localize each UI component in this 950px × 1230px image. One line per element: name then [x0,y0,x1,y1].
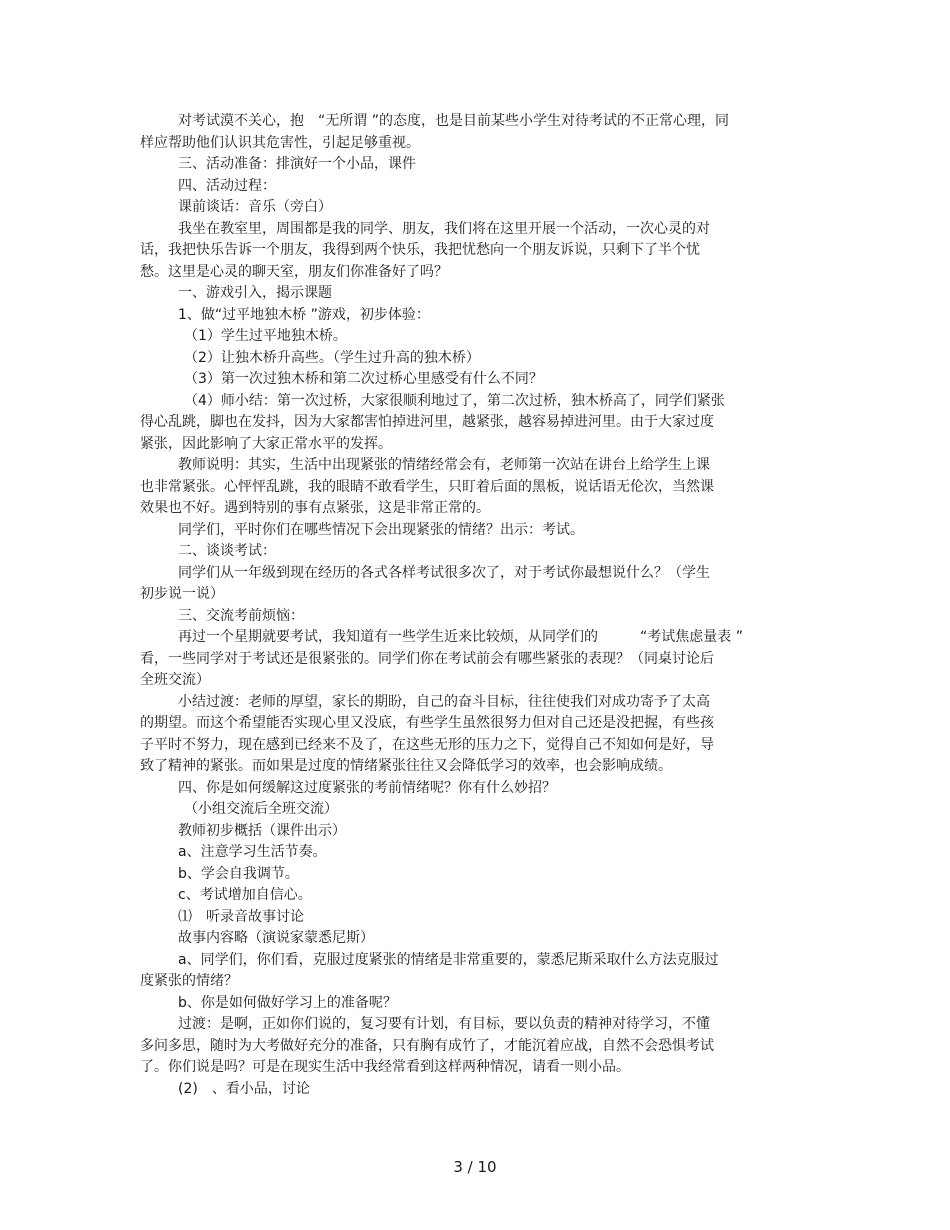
paragraph-line: 全班交流） [140,672,210,688]
paragraph-line: 多问多思，随时为大考做好充分的准备，只有胸有成竹了，才能沉着应战，自然不会恐惧考试 [140,1037,714,1054]
paragraph-line: 课前谈话：音乐（旁白） [178,199,332,215]
list-item: a、注意学习生活节奏。 [178,844,327,860]
list-item: b、你是如何做好学习上的准备呢？ [178,994,397,1011]
list-item: （1）学生过平地独木桥。 [184,328,347,344]
paragraph-line: 同学们，平时你们在哪些情况下会出现紧张的情绪？出示：考试。 [178,521,584,538]
paragraph-line: 过渡：是啊，正如你们说的，复习要有计划，有目标，要以负责的精神对待学习，不懂 [178,1016,710,1032]
section-heading: 二、谈谈考试： [178,543,276,559]
list-item: （3）第一次过独木桥和第二次过桥心里感受有什么不同？ [184,371,543,387]
paragraph-line: 我坐在教室里，周围都是我的同学、朋友，我们将在这里开展一个活动，一次心灵的对 [178,220,710,237]
list-item: （2）让独木桥升高些。（学生过升高的独木桥） [184,349,480,366]
list-item: a、同学们，你们看，克服过度紧张的情绪是非常重要的，蒙悉尼斯采取什么方法克服过 [178,951,719,968]
paragraph-line: 样应帮助他们认识其危害性，引起足够重视。 [140,134,420,151]
list-item: (2) 、看小品，讨论 [178,1080,310,1097]
list-item: （4）师小结：第一次过桥，大家很顺利地过了，第二次过桥，独木桥高了，同学们紧张 [184,392,725,409]
paragraph-line: 也非常紧张。心怦怦乱跳，我的眼睛不敢看学生，只盯着后面的黑板，说话语无伦次，当然课 [140,478,714,495]
paragraph-line: 对考试漠不关心，抱 “无所谓 ”的态度，也是目前某些小学生对待考试的不正常心理，同 [178,113,729,129]
list-item: b、学会自我调节。 [178,865,299,882]
list-item: 1、做“过平地独木桥 ”游戏，初步体验： [178,306,430,323]
paragraph-line: 度紧张的情绪？ [140,973,238,989]
section-heading: 三、活动准备：排演好一个小品，课件 [178,156,416,172]
list-item: ⑴ 听录音故事讨论 [178,908,304,925]
paragraph-line: 效果也不好。遇到特别的事有点紧张，这是非常正常的。 [140,500,490,516]
paragraph-line: 初步说一说） [140,586,224,602]
paragraph-line: 紧张，因此影响了大家正常水平的发挥。 [140,435,392,452]
list-item: c、考试增加自信心。 [178,887,312,903]
paragraph-line: 同学们从一年级到现在经历的各式各样考试很多次了，对于考试你最想说什么？（学生 [178,564,710,581]
paragraph-line: 看，一些同学对于考试还是很紧张的。同学们你在考试前会有哪些紧张的表现？（同桌讨论后 [140,650,714,667]
page-number: 3 / 10 [453,1158,497,1176]
paragraph-line: 了。你们说是吗？可是在现实生活中我经常看到这样两种情况，请看一则小品。 [140,1059,630,1075]
paragraph-line: 小结过渡：老师的厚望，家长的期盼，自己的奋斗目标，往往使我们对成功寄予了太高 [178,693,710,710]
paragraph-line: 话，我把快乐告诉一个朋友，我得到两个快乐，我把忧愁向一个朋友诉说，只剩下了半个忧 [140,242,700,258]
paragraph-line: （小组交流后全班交流） [184,801,338,817]
section-heading: 四、你是如何缓解这过度紧张的考前情绪呢？你有什么妙招？ [178,779,556,796]
section-heading: 四、活动过程： [178,177,276,194]
paragraph-line: 致了精神的紧张。而如果是过度的情绪紧张往往又会降低学习的效率，也会影响成绩。 [140,758,672,774]
paragraph-line: 愁。这里是心灵的聊天室，朋友们你准备好了吗？ [140,263,448,280]
paragraph-line: 教师初步概括（课件出示） [178,822,346,839]
paragraph-line: 子平时不努力，现在感到已经来不及了，在这些无形的压力之下，觉得自己不知如何是好，导 [140,736,714,753]
paragraph-line: 的期望。而这个希望能否实现心里又没底，有些学生虽然很努力但对自己还是没把握，有些孩 [140,715,714,731]
document-body [140,111,800,1100]
section-heading: 三、交流考前烦恼： [178,607,304,624]
paragraph-line: 教师说明：其实，生活中出现紧张的情绪经常会有，老师第一次站在讲台上给学生上课 [178,457,710,473]
section-heading: 一、游戏引入，揭示课题 [178,285,332,301]
paragraph-line: 得心乱跳，脚也在发抖，因为大家都害怕掉进河里，越紧张，越容易掉进河里。由于大家过度 [140,414,714,430]
paragraph-line: 再过一个星期就要考试，我知道有一些学生近来比较烦，从同学们的 “考试焦虑量表 ” [178,629,743,645]
paragraph-line: 故事内容略（演说家蒙悉尼斯） [178,930,374,946]
